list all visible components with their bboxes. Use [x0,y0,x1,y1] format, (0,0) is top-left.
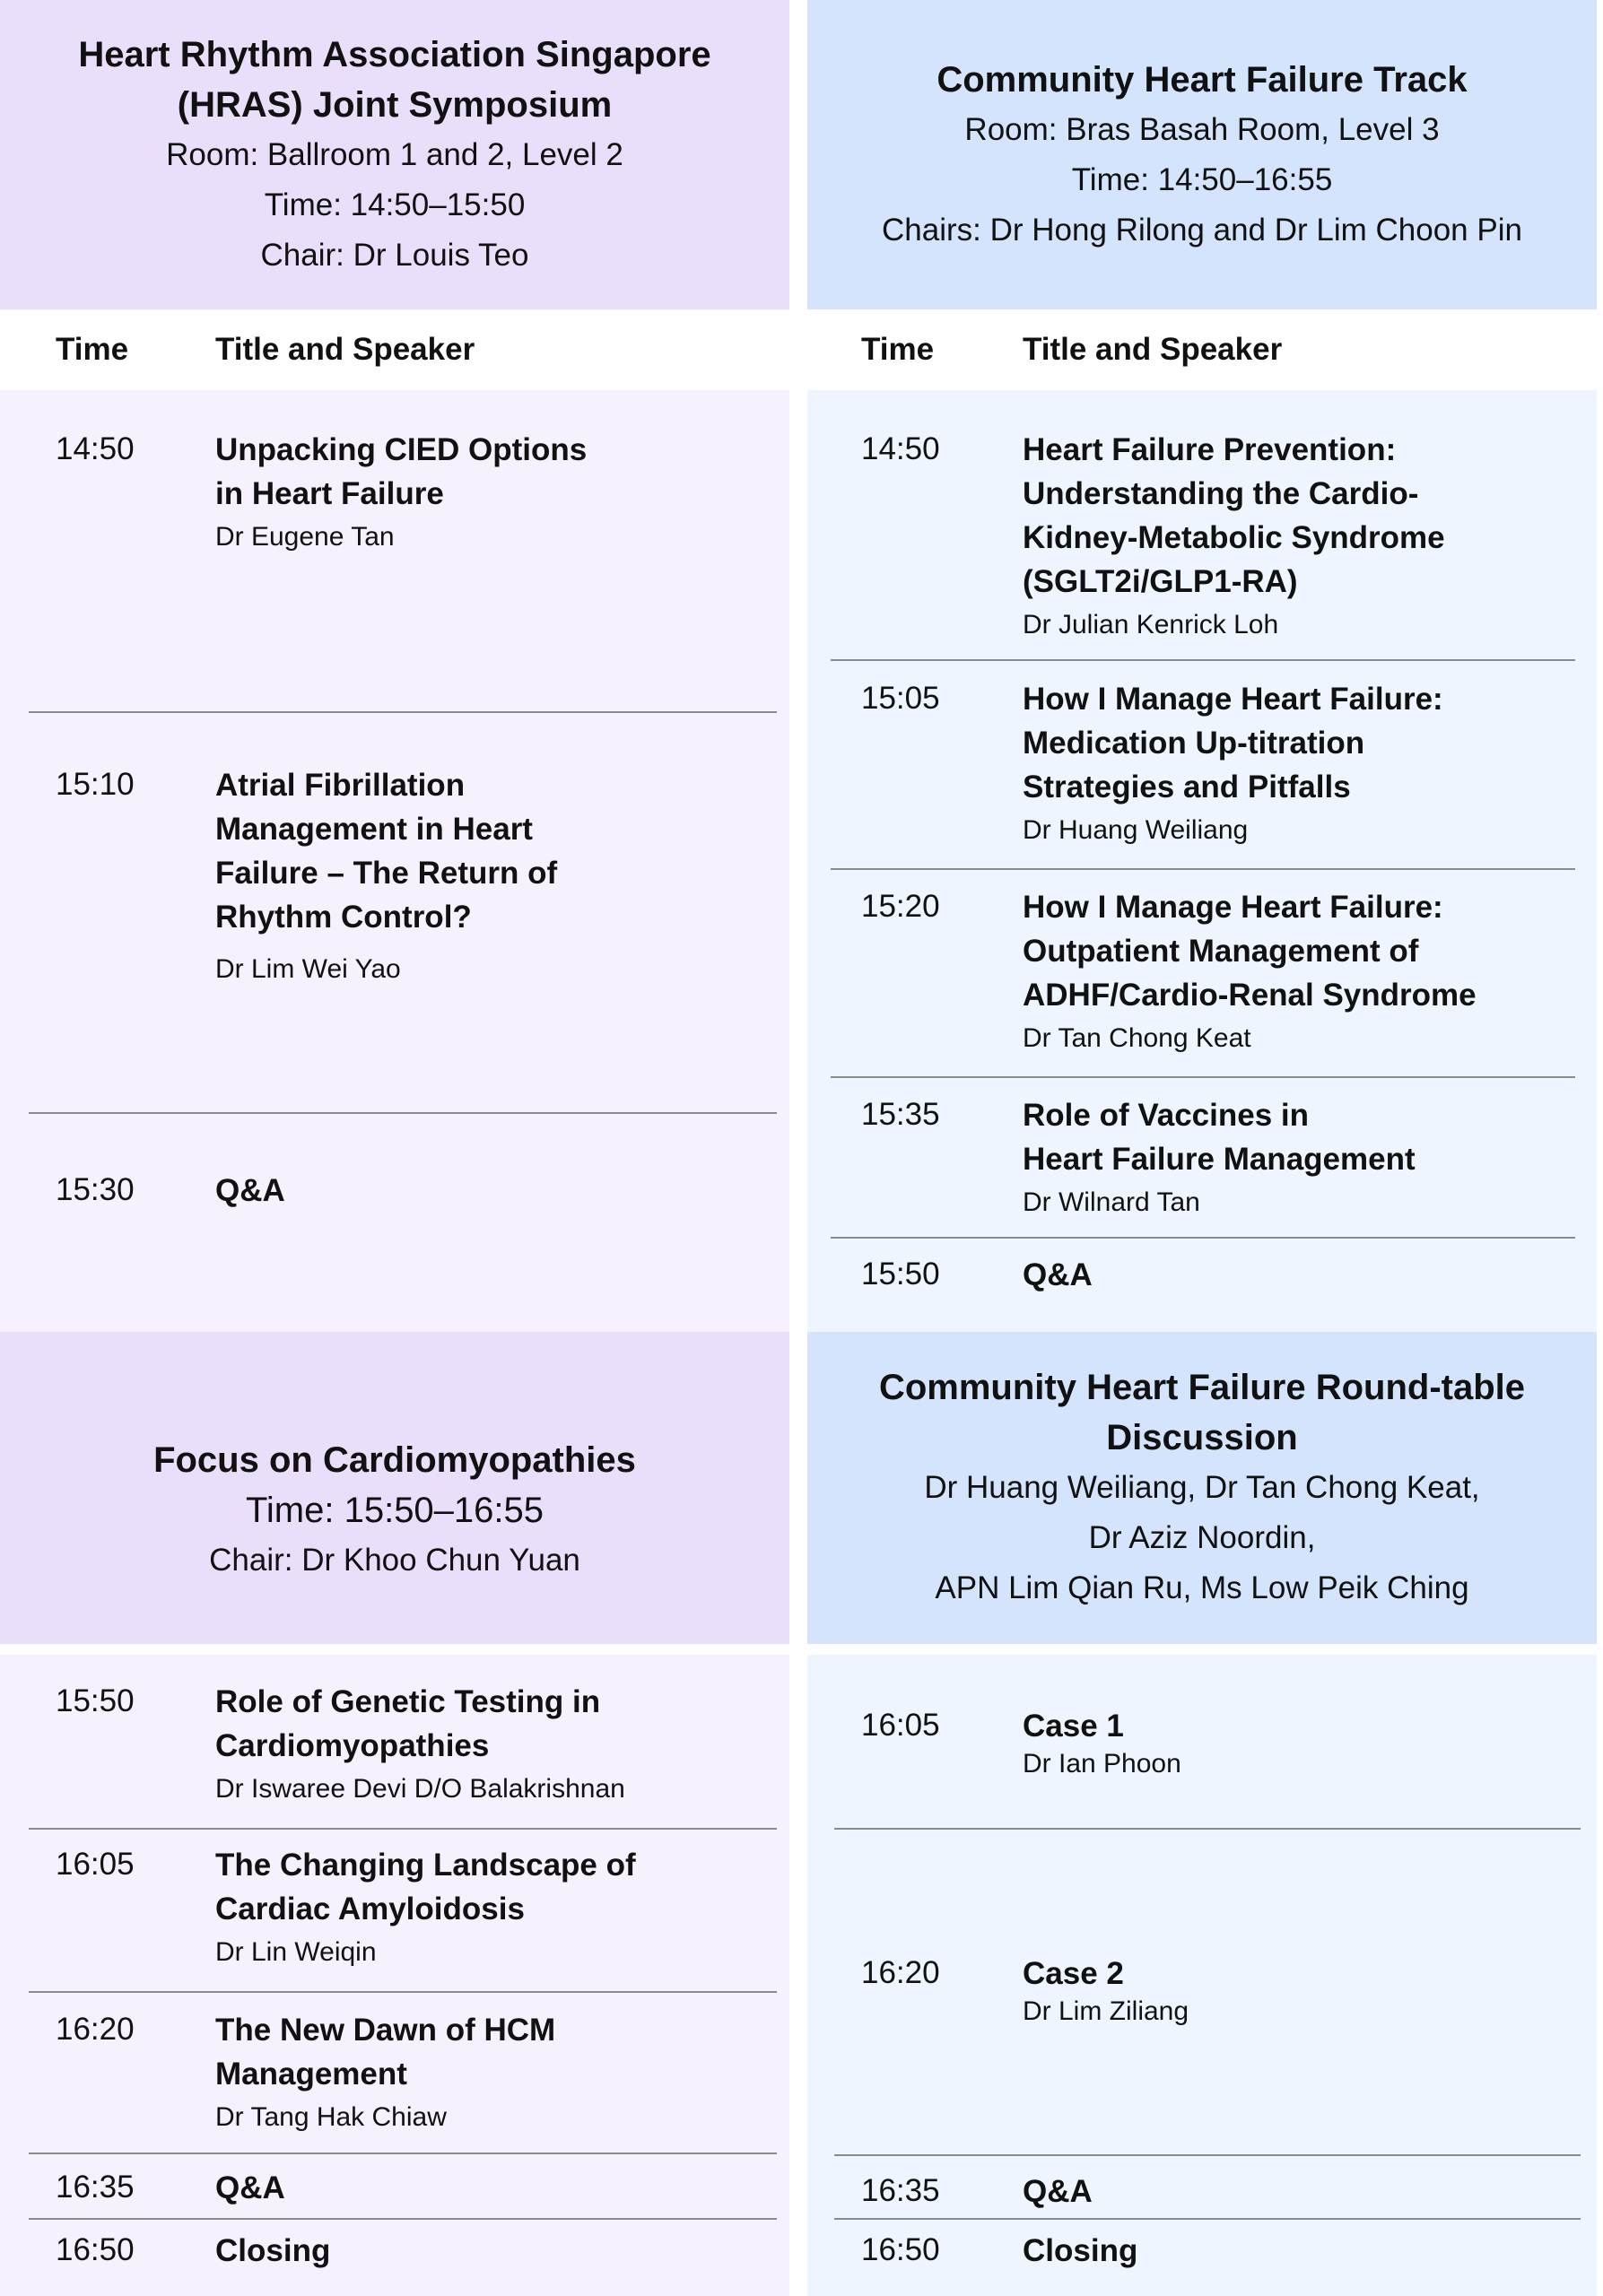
agenda-title: Understanding the Cardio- [1023,476,1419,511]
agenda-time: 15:10 [56,767,135,802]
agenda-speaker: Dr Tan Chong Keat [1023,1023,1251,1053]
agenda-time: 16:50 [56,2232,135,2267]
title-speaker-heading: Title and Speaker [1023,332,1283,367]
agenda-time: 16:35 [861,2173,940,2208]
agenda-speaker: Dr Ian Phoon [1023,1749,1181,1779]
row-divider [29,711,777,713]
row-divider [834,2218,1581,2220]
cardiomyopathies-session-body [0,1655,789,2296]
agenda-speaker: Dr Iswaree Devi D/O Balakrishnan [215,1774,625,1804]
session-title: (HRAS) Joint Symposium [177,84,613,125]
agenda-title: Closing [1023,2233,1138,2268]
row-divider [29,1991,777,1993]
title-speaker-heading: Title and Speaker [215,332,475,367]
agenda-time: 14:50 [56,431,135,466]
row-divider [831,868,1575,870]
session-title: Community Heart Failure Track [937,59,1468,100]
panelists: Dr Aziz Noordin, [1088,1520,1316,1555]
agenda-speaker: Dr Tang Hak Chiaw [215,2102,447,2132]
agenda-title: Cardiac Amyloidosis [215,1892,525,1926]
agenda-title: Management [215,2057,407,2092]
session-title: Discussion [1106,1418,1298,1457]
agenda-speaker: Dr Huang Weiliang [1023,815,1249,845]
agenda-title: Unpacking CIED Options [215,432,588,467]
session-chairs: Chairs: Dr Hong Rilong and Dr Lim Choon Pin [882,212,1522,248]
hras-session-body [0,390,789,1332]
agenda-title: in Heart Failure [215,476,444,511]
community-track-body [807,390,1597,1332]
agenda-title: Closing [215,2233,331,2268]
agenda-title: Heart Failure Prevention: [1023,432,1397,467]
panelists: APN Lim Qian Ru, Ms Low Peik Ching [935,1570,1469,1605]
session-time: Time: 15:50–16:55 [245,1491,544,1530]
session-chair: Chair: Dr Khoo Chun Yuan [209,1543,580,1578]
agenda-title: Case 2 [1023,1956,1124,1991]
session-time: Time: 14:50–15:50 [264,187,526,222]
agenda-speaker: Dr Wilnard Tan [1023,1187,1200,1217]
agenda-title: Q&A [215,1173,285,1208]
agenda-title: Kidney-Metabolic Syndrome [1023,520,1445,555]
agenda-title: Medication Up-titration [1023,726,1365,761]
agenda-title: Q&A [1023,2174,1093,2209]
agenda-speaker: Dr Lin Weiqin [215,1937,377,1967]
agenda-title: Outpatient Management of [1023,934,1419,969]
hras-session-header [0,0,789,309]
agenda-title: Case 1 [1023,1709,1124,1744]
agenda-time: 16:05 [861,1708,940,1743]
panelists: Dr Huang Weiliang, Dr Tan Chong Keat, [924,1470,1480,1505]
agenda-time: 15:05 [861,681,940,716]
agenda-title: Strategies and Pitfalls [1023,770,1351,804]
session-title: Community Heart Failure Round-table [878,1368,1526,1407]
row-divider [29,2218,777,2220]
agenda-title: ADHF/Cardio-Renal Syndrome [1023,978,1477,1013]
agenda-time: 14:50 [861,431,940,466]
agenda-time: 15:35 [861,1097,940,1132]
left-column [0,0,789,2296]
agenda-time: 16:35 [56,2170,135,2205]
agenda-time: 16:20 [861,1955,940,1990]
row-divider [834,1828,1581,1830]
roundtable-session-body [807,1655,1597,2296]
agenda-title: How I Manage Heart Failure: [1023,682,1443,717]
session-room: Room: Ballroom 1 and 2, Level 2 [166,136,623,172]
agenda-title: (SGLT2i/GLP1-RA) [1023,564,1298,599]
time-heading: Time [861,332,935,367]
agenda-speaker: Dr Lim Ziliang [1023,1996,1189,2026]
agenda-time: 16:50 [861,2232,940,2267]
agenda-title: Role of Vaccines in [1023,1098,1309,1133]
agenda-time: 15:50 [861,1257,940,1292]
agenda-title: Management in Heart [215,812,533,847]
agenda-speaker: Dr Eugene Tan [215,522,395,552]
agenda-title: The Changing Landscape of [215,1848,636,1883]
session-room: Room: Bras Basah Room, Level 3 [964,111,1440,147]
column-headings [0,309,789,390]
agenda-title: Q&A [215,2170,285,2205]
session-title: Heart Rhythm Association Singapore [78,34,711,74]
row-divider [29,1828,777,1830]
row-divider [834,2154,1581,2156]
agenda-title: Cardiomyopathies [215,1728,490,1763]
right-column [807,0,1597,2296]
session-chair: Chair: Dr Louis Teo [260,237,529,273]
row-divider [29,1112,777,1114]
agenda-speaker: Dr Julian Kenrick Loh [1023,610,1279,639]
community-track-header [807,0,1597,309]
row-divider [831,1237,1575,1239]
agenda-title: Heart Failure Management [1023,1142,1416,1177]
time-heading: Time [56,332,129,367]
session-time: Time: 14:50–16:55 [1071,161,1333,197]
agenda-time: 15:50 [56,1683,135,1718]
agenda-title: Role of Genetic Testing in [215,1684,601,1719]
session-title: Focus on Cardiomyopathies [153,1440,636,1480]
column-headings [807,309,1597,390]
agenda-title: The New Dawn of HCM [215,2013,556,2048]
cardiomyopathies-session-header [0,1332,789,1644]
agenda-title: Rhythm Control? [215,900,472,935]
agenda-title: Failure – The Return of [215,856,558,891]
agenda-time: 15:30 [56,1172,135,1207]
agenda-title: Q&A [1023,1257,1093,1292]
agenda-time: 16:20 [56,2012,135,2047]
agenda-speaker: Dr Lim Wei Yao [215,954,401,984]
agenda-time: 15:20 [861,889,940,924]
roundtable-session-header [807,1332,1597,1644]
agenda-title: How I Manage Heart Failure: [1023,890,1443,925]
row-divider [831,659,1575,661]
row-divider [29,2152,777,2154]
agenda-time: 16:05 [56,1847,135,1882]
agenda-title: Atrial Fibrillation [215,768,466,803]
row-divider [831,1076,1575,1078]
